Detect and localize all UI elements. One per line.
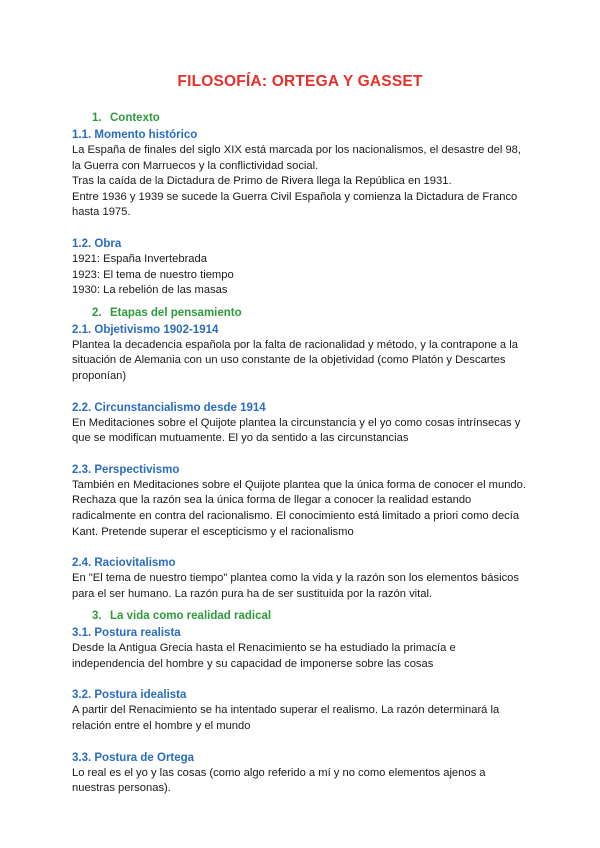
paragraph-line: 1930: La rebelión de las masas <box>72 284 228 297</box>
paragraph-line: A partir del Renacimiento se ha intentado superar el realismo. La razón determinará la <box>72 704 500 717</box>
paragraph-line: 1923: El tema de nuestro tiempo <box>72 268 234 281</box>
subsection-heading: 2.1. Objetivismo 1902-1914 <box>72 323 219 336</box>
subsection-heading: 3.2. Postura idealista <box>72 689 187 702</box>
page-title: FILOSOFÍA: ORTEGA Y GASSET <box>177 73 423 90</box>
subsection-heading: 2.3. Perspectivismo <box>72 463 180 476</box>
section-title: Etapas del pensamiento <box>110 306 242 319</box>
section-heading-contexto <box>72 110 528 127</box>
section-heading-etapas <box>72 305 528 322</box>
paragraph-line: Plantea la decadencia española por la falta de racionalidad y método, y la contrapone a la <box>72 338 518 351</box>
paragraph-line: la Guerra con Marruecos y la conflictividad social. <box>72 159 319 172</box>
paragraph-line: hasta 1975. <box>72 206 131 219</box>
paragraph-line: proponían) <box>72 369 127 382</box>
paragraph-line: Rechaza que la razón sea la única forma de llegar a conocer la realidad estando <box>72 494 472 507</box>
paragraph-line: Lo real es el yo y las cosas (como algo referido a mí y no como elementos ajenos a <box>72 766 486 779</box>
paragraph-line: Desde la Antigua Grecia hasta el Renacimiento se ha estudiado la primacía e <box>72 642 456 655</box>
paragraph-line: La España de finales del siglo XIX está marcada por los nacionalismos, el desastre del 98, <box>72 144 522 156</box>
section-title: La vida como realidad radical <box>110 610 272 623</box>
section-heading-vida <box>72 608 528 625</box>
paragraph-line: Kant. Pretende superar el escepticismo y el racionalismo <box>72 525 354 538</box>
paragraph-line: También en Meditaciones sobre el Quijote plantea que la única forma de conocer el mundo. <box>72 478 526 491</box>
paragraph-line: En "El tema de nuestro tiempo" plantea como la vida y la razón son los elementos básicos <box>72 572 519 585</box>
subsection-heading: 1.1. Momento histórico <box>72 129 198 141</box>
paragraph-line: para el ser humano. La razón pura ha de ser sustituida por la razón vital. <box>72 587 433 600</box>
section-number: 3. <box>92 610 102 623</box>
section-title: Contexto <box>110 112 160 124</box>
subsection-heading: 3.1. Postura realista <box>72 627 181 640</box>
subsection-heading: 3.3. Postura de Ortega <box>72 751 195 764</box>
paragraph-line: Tras la caída de la Dictadura de Primo de Rivera llega la República en 1931. <box>72 175 452 188</box>
paragraph-line: radicalmente en contra del racionalismo. El conocimiento está limitado a priori como decía <box>72 509 520 522</box>
paragraph-line: 1921: España Invertebrada <box>72 252 207 265</box>
section-number: 2. <box>92 306 102 319</box>
paragraph-line: nuestras personas). <box>72 782 171 795</box>
paragraph-line: situación de Alemania con un uso constante de la objetividad (como Platón y Descartes <box>72 354 506 367</box>
paragraph-line: independencia del hombre y su capacidad de imponerse sobre las cosas <box>72 657 434 670</box>
paragraph-line: relación entre el hombre y el mundo <box>72 720 251 733</box>
paragraph-line: que se modifican mutuamente. El yo da sentido a las circunstancias <box>72 432 409 445</box>
subsection-heading: 2.2. Circunstancialismo desde 1914 <box>72 401 266 414</box>
section-number: 1. <box>92 112 102 124</box>
paragraph-line: En Meditaciones sobre el Quijote plantea la circunstancia y el yo como cosas intrínsecas y <box>72 416 521 429</box>
subsection-heading: 1.2. Obra <box>72 237 122 250</box>
subsection-heading: 2.4. Raciovitalismo <box>72 557 176 570</box>
paragraph-line: Entre 1936 y 1939 se sucede la Guerra Civil Española y comienza la Dictadura de Franco <box>72 190 518 203</box>
